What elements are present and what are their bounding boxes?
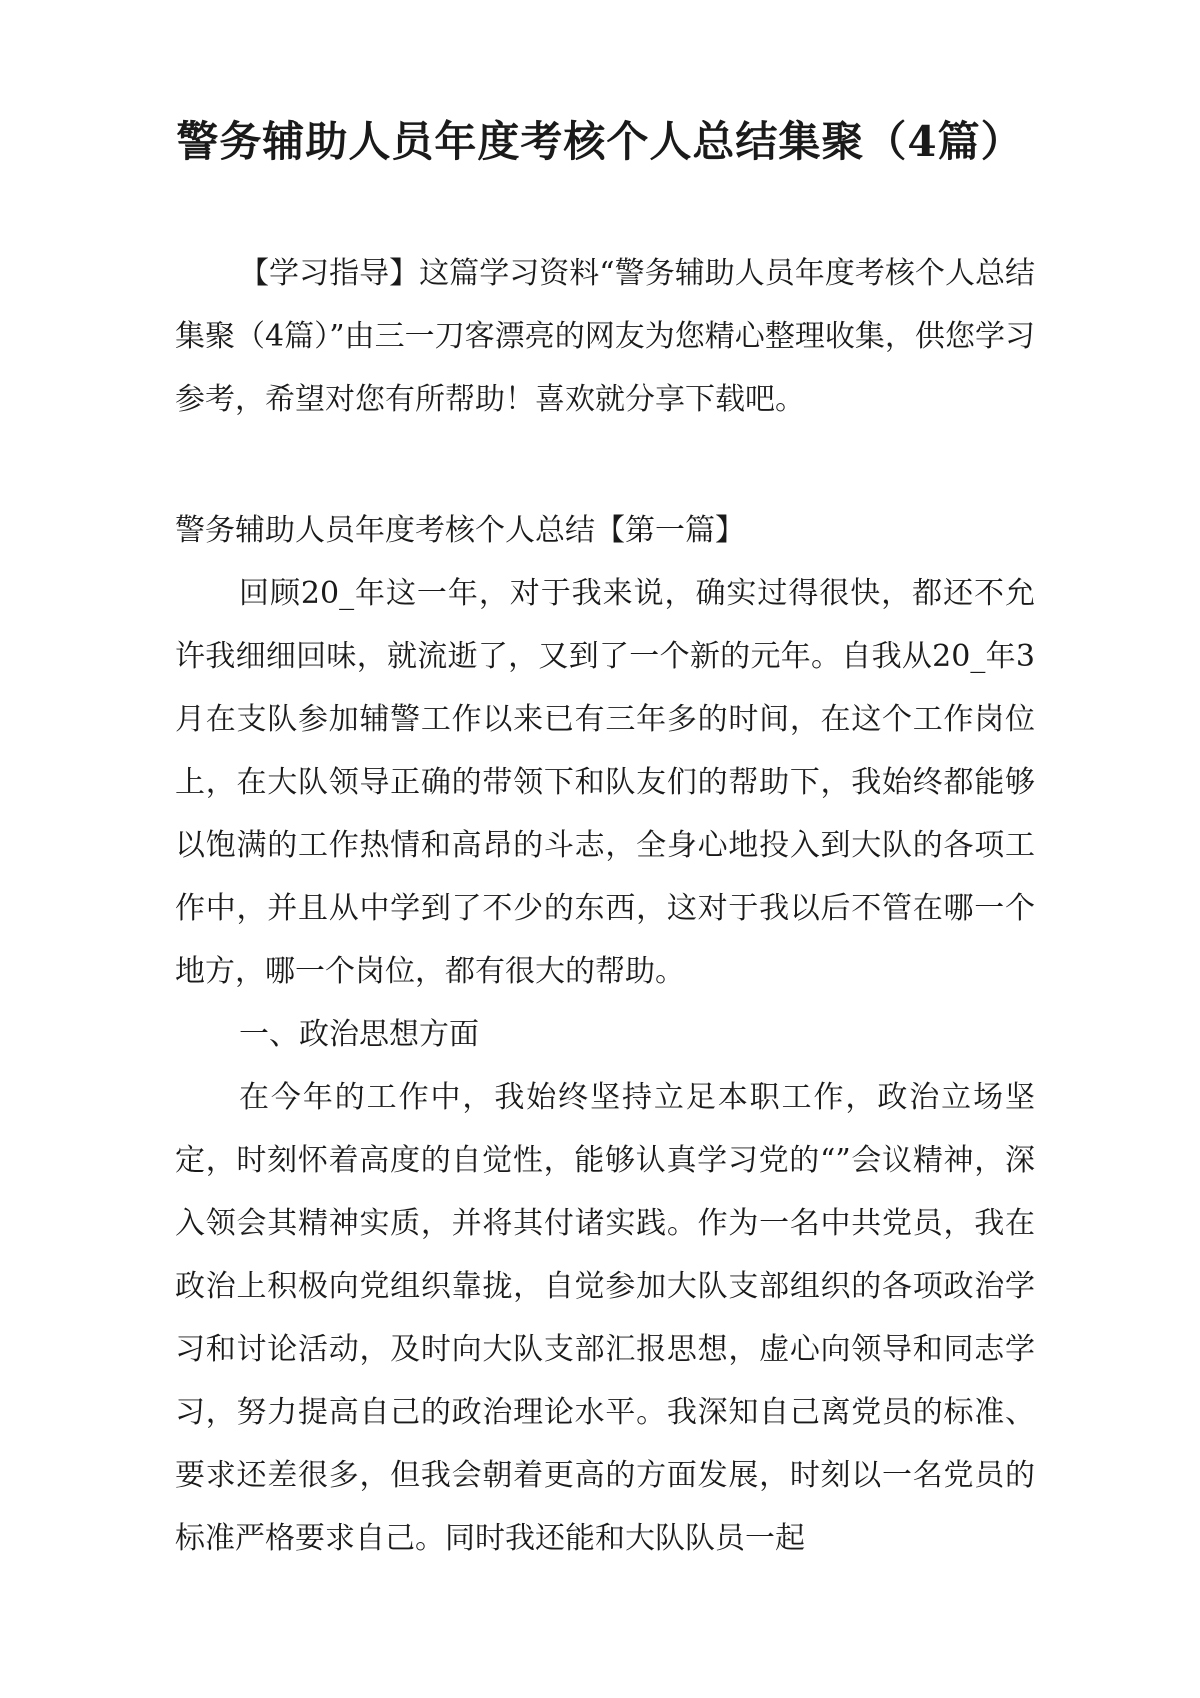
body-paragraph: 回顾20_年这一年，对于我来说，确实过得很快，都还不允许我细细回味，就流逝了，又到了一个新的元年。自我从20_年3月在支队参加辅警工作以来已有三年多的时间，在这个工作岗位上，在大队领导正确的带领下和队友们的帮助下，我始终都能够以饱满的工作热情和高昂的斗志，全身心地投入到大队的各项工作中，并且从中学到了不少的东西，这对于我以后不管在哪一个地方，哪一个岗位，都有很大的帮助。 xyxy=(175,576,1035,989)
body-paragraph: 在今年的工作中，我始终坚持立足本职工作，政治立场坚定，时刻怀着高度的自觉性，能够认真学习党的“”会议精神，深入领会其精神实质，并将其付诸实践。作为一名中共党员，我在政治上积极向党组织靠拢，自觉参加大队支部组织的各项政治学习和讨论活动，及时向大队支部汇报思想，虚心向领导和同志学习，努力提高自己的政治理论水平。我深知自己离党员的标准、要求还差很多，但我会朝着更高的方面发展，时刻以一名党员的标准严格要求自己。同时我还能和大队队员一起 xyxy=(175,1080,1035,1556)
subsection-heading: 一、政治思想方面 xyxy=(239,1017,479,1052)
section-heading: 警务辅助人员年度考核个人总结【第一篇】 xyxy=(175,513,745,548)
document-title: 警务辅助人员年度考核个人总结集聚（4篇） xyxy=(176,117,1024,166)
intro-paragraph: 【学习指导】这篇学习资料“警务辅助人员年度考核个人总结集聚（4篇）”由三一刀客漂亮的网友为您精心整理收集，供您学习参考，希望对您有所帮助！喜欢就分享下载吧。 xyxy=(175,256,1035,417)
